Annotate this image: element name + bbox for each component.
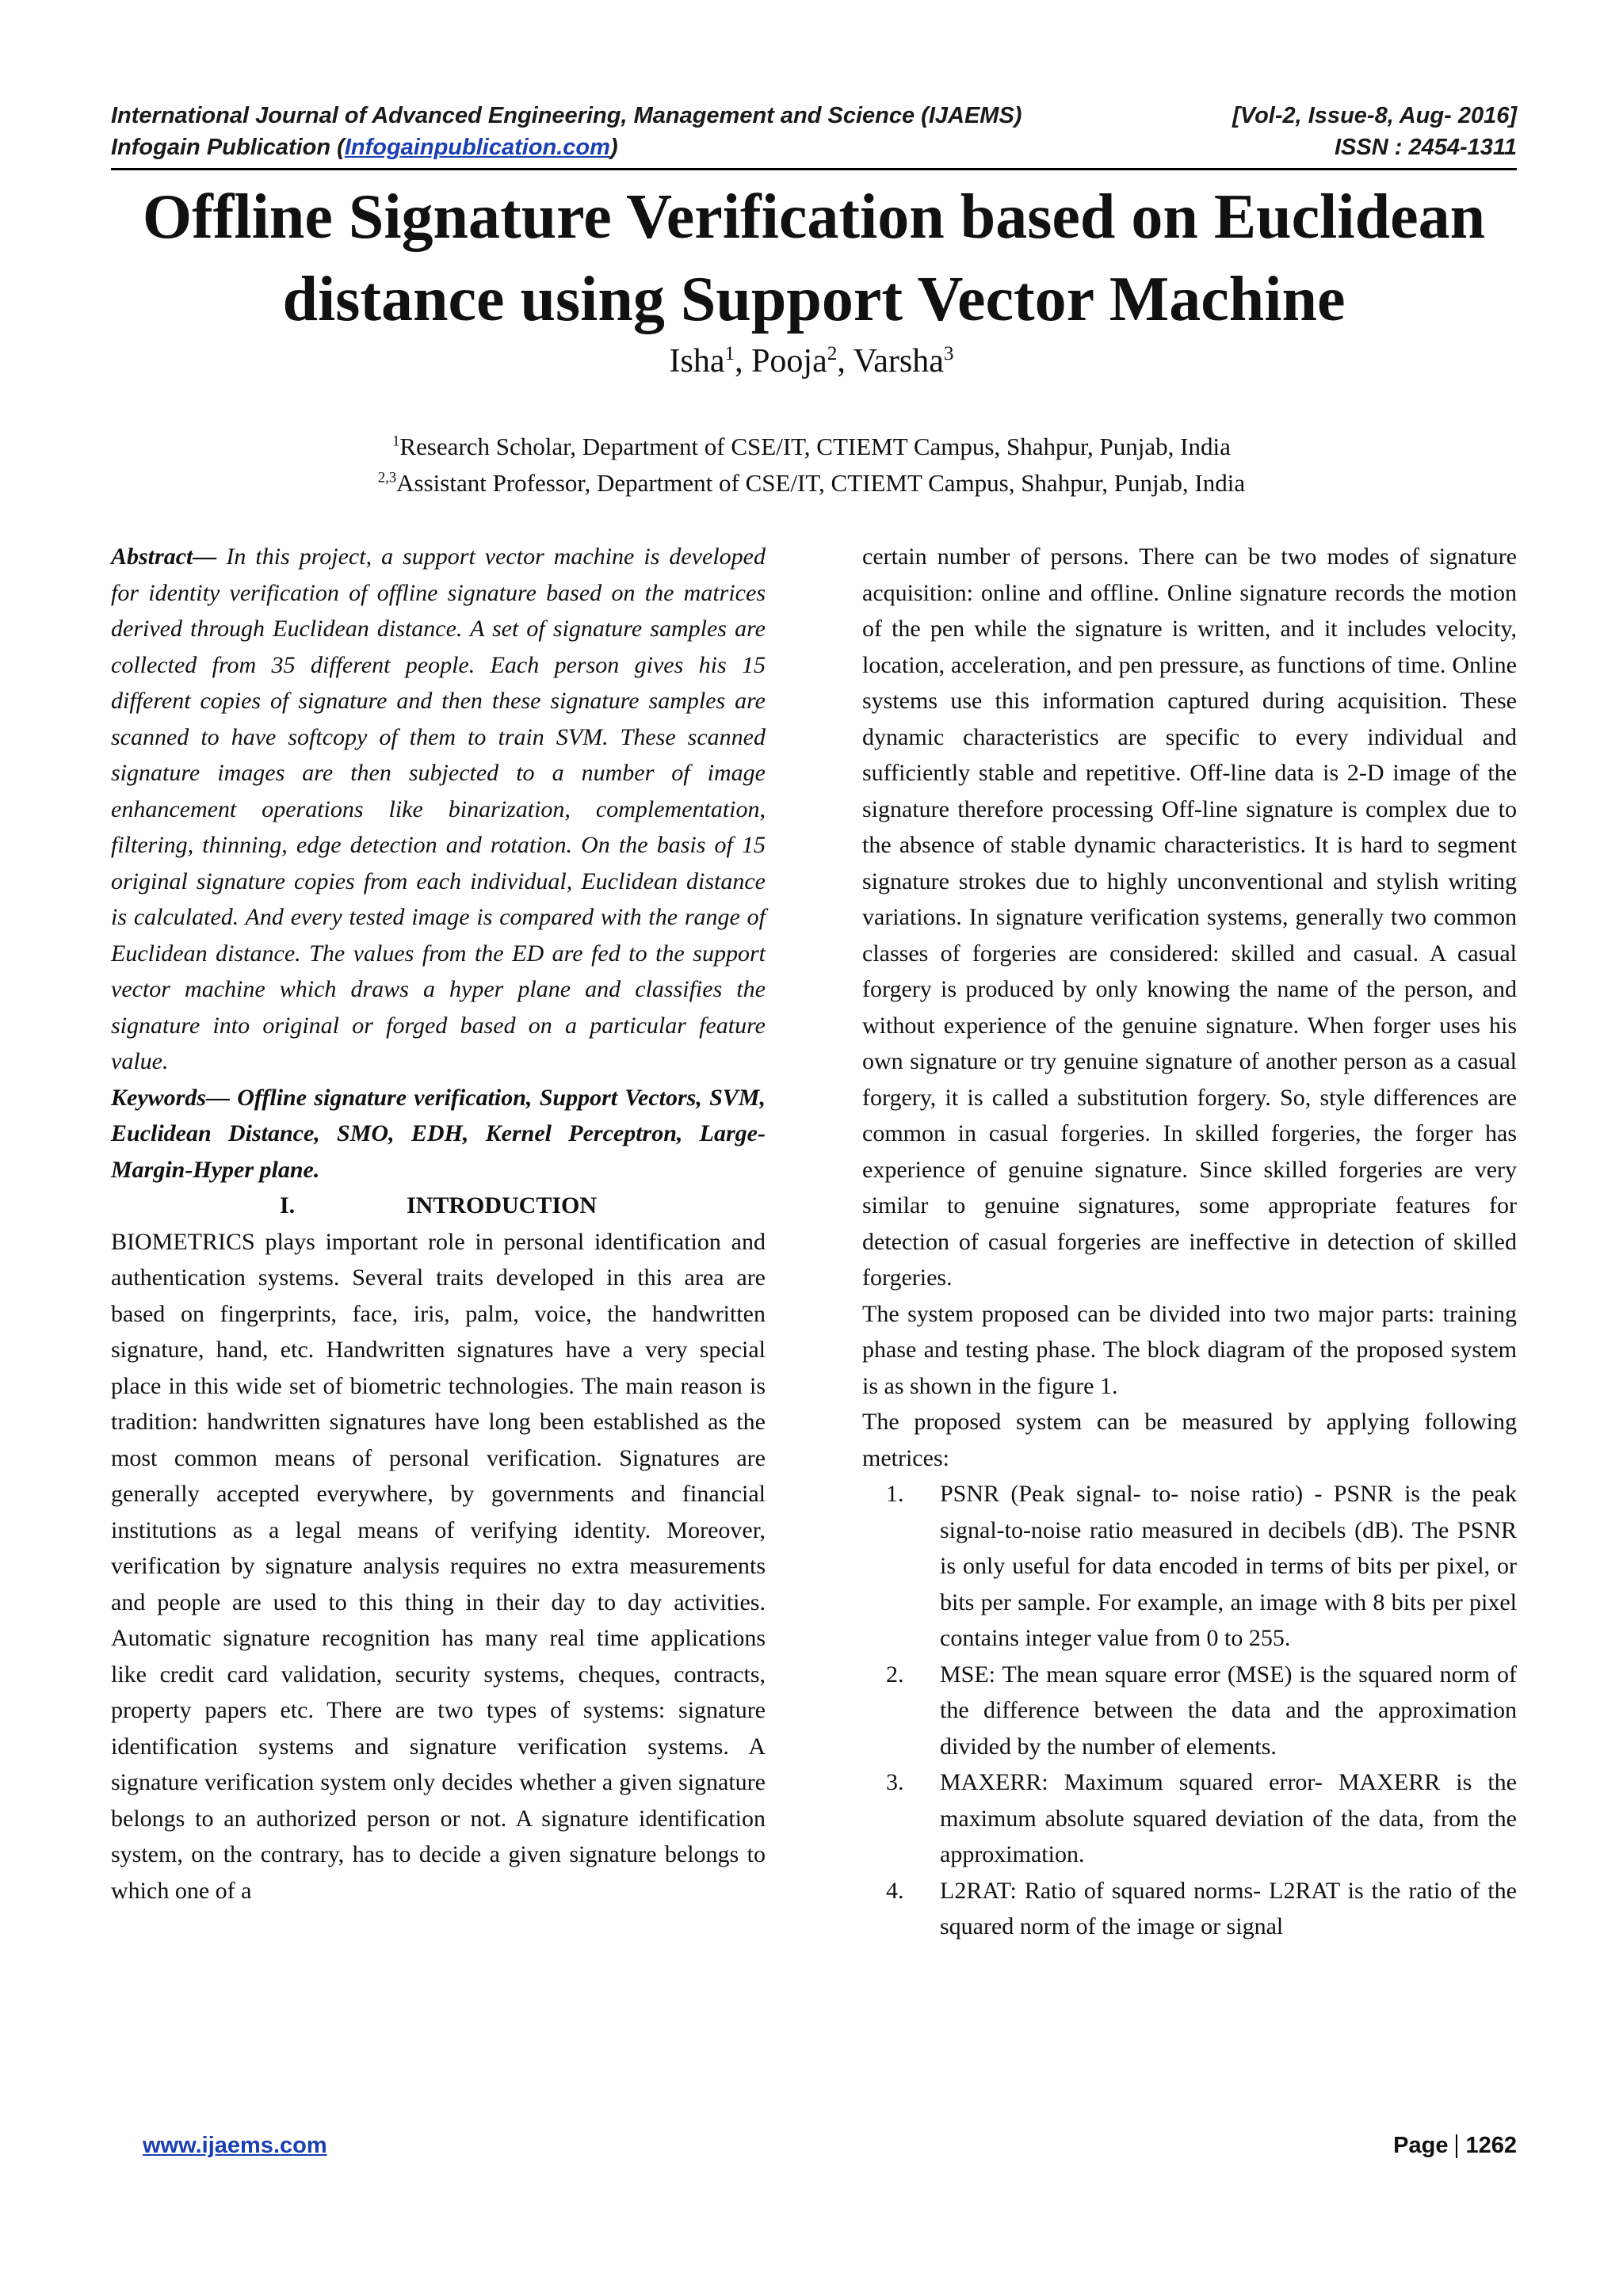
left-column [111, 539, 766, 1909]
publisher: Infogain Publication (Infogainpublication.com) [111, 135, 618, 160]
affiliation-2: $^{2,3}$Assistant Professor, Department of CSE/IT, CTIEMT Campus, Shahpur, Punjab, India [377, 469, 1246, 497]
header-rule [111, 168, 1517, 170]
author-1: Isha$^1$ [669, 343, 735, 379]
keywords: Keywords— Offline signature verification, Support Vectors, SVM, Euclidean Distance, SMO, EDH, Kernel Perceptron, Large-Margin-Hyper plane. [111, 1084, 766, 1183]
authors: Isha$^1$, Pooja$^2$, Varsha$^3$ [669, 343, 954, 379]
publisher-link[interactable]: Infogainpublication.com [344, 135, 610, 160]
intro-paragraph-continued: certain number of persons. There can be two modes of signature acquisition: online and offline. Online signature records the motion of the pen while the signature is written, and it includes velocity, location, acceleration, and pen pressure, as functions of time. Online systems use this information captured during acquisition. These dynamic characteristics are specific to every individual and sufficiently stable and repetitive. Off-line data is 2-D image of the signature therefore processing Off-line signature is complex due to the absence of stable dynamic characteristics. It is hard to segment signature strokes due to highly unconventional and stylish writing variations. In signature verification systems, generally two common classes of forgeries are considered: skilled and casual. A casual forgery is produced by only knowing the name of the person, and without experience of the genuine signature. When forger uses his own signature or try genuine signature of another person as a casual forgery, it is called a substitution forgery. So, style differences are common in casual forgeries. In skilled forgeries, the forger has experience of genuine signature. Since skilled forgeries are very similar to genuine signatures, some appropriate features for detection of casual forgeries are ineffective in detection of skilled forgeries. [862, 543, 1517, 1291]
journal-name: International Journal of Advanced Engineering, Management and Science (IJAEMS) [111, 103, 1022, 128]
paper-title: Offline Signature Verification based on Euclidean distance using Support Vector Machine [142, 182, 1486, 334]
author-3: Varsha$^3$ [853, 343, 954, 379]
page-separator [1456, 2134, 1457, 2158]
right-column [862, 539, 1517, 1945]
list-item: 4. L2RAT: Ratio of squared norms- L2RAT is the ratio of the squared norm of the image or signal [886, 1877, 1517, 1939]
footer-site-link[interactable]: www.ijaems.com [143, 2133, 327, 2158]
list-item: 2. MSE: The mean square error (MSE) is the squared norm of the difference between the data and the approximation divided by the number of elements. [886, 1661, 1517, 1760]
metrics-list [862, 1476, 1517, 1945]
intro-paragraph: BIOMETRICS plays important role in personal identification and authentication systems. Several traits developed in this area are based on fingerprints, face, iris, palm, voice, the handwritten signature, hand, etc. Handwritten signatures have a very special place in this wide set of biometric technologies. The main reason is tradition: handwritten signatures have long been established as the most common means of personal verification. Signatures are generally accepted everywhere, by governments and financial institutions as a legal means of verifying identity. Moreover, verification by signature analysis requires no extra measurements and people are used to this thing in their day to day activities. Automatic signature recognition has many real time applications like credit card validation, security systems, cheques, contracts, property papers etc. There are two types of systems: signature identification systems and signature verification systems. A signature verification system only decides whether a given signature belongs to an authorized person or not. A signature identification system, on the contrary, has to decide a given signature belongs to which one of a [111, 1228, 766, 1904]
author-2: Pooja$^2$ [751, 343, 838, 379]
list-item: 1. PSNR (Peak signal- to- noise ratio) - PSNR is the peak signal-to-noise ratio measured in decibels (dB). The PSNR is only useful for data encoded in terms of bits per pixel, or bits per sample. For example, an image with 8 bits per pixel contains integer value from 0 to 255. [886, 1481, 1517, 1651]
metrics-intro: The proposed system can be measured by applying following metrices: [862, 1409, 1517, 1471]
list-item: 3. MAXERR: Maximum squared error- MAXERR is the maximum absolute squared deviation of the data, from the approximation. [886, 1769, 1517, 1867]
abstract: Abstract— In this project, a support vector machine is developed for identity verification of offline signature based on the matrices derived through Euclidean distance. A set of signature samples are collected from 35 different people. Each person gives his 15 different copies of signature and then these signature samples are scanned to have softcopy of them to train SVM. These scanned signature images are then subjected to a number of image enhancement operations like binarization, complementation, filtering, thinning, edge detection and rotation. On the basis of 15 original signature copies from each individual, Euclidean distance is calculated. And every tested image is compared with the range of Euclidean distance. The values from the ED are fed to the support vector machine which draws a hyper plane and classifies the signature into original or forged based on a particular feature value. [111, 543, 766, 1074]
affiliation-1: $^1$Research Scholar, Department of CSE/IT, CTIEMT Campus, Shahpur, Punjab, India [392, 433, 1231, 460]
page-number: Page 1262 [1393, 2133, 1517, 2158]
section-heading-introduction: I. INTRODUCTION [279, 1192, 598, 1219]
volume-info: [Vol-2, Issue-8, Aug- 2016] [1232, 103, 1517, 128]
issn: ISSN : 2454-1311 [1335, 135, 1517, 160]
system-paragraph: The system proposed can be divided into two major parts: training phase and testing phase. The block diagram of the proposed system is as shown in the figure 1. [862, 1300, 1517, 1399]
